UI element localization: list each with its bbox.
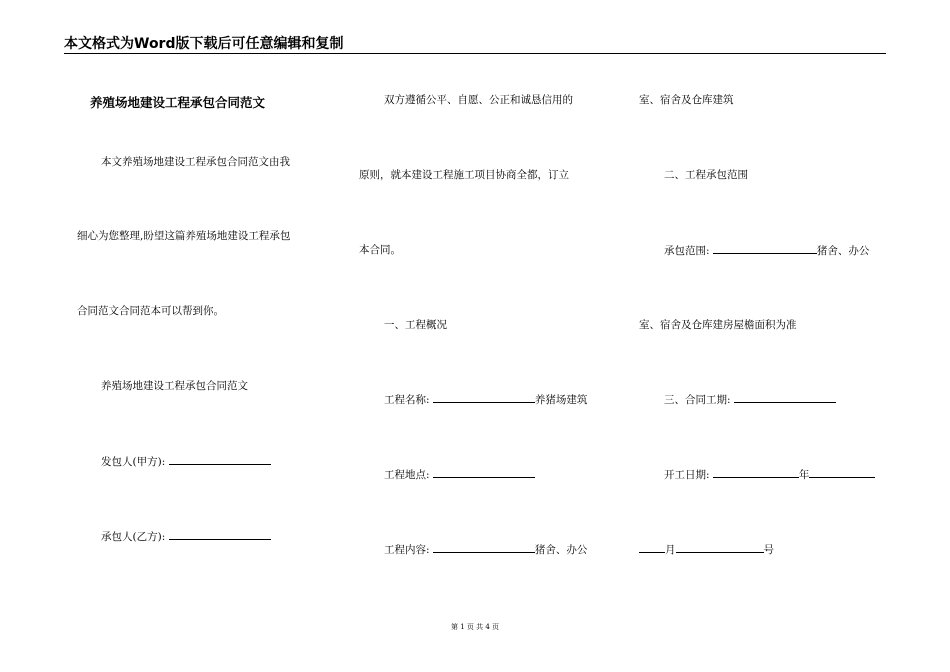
project-name-blank bbox=[433, 392, 535, 403]
party-b-row bbox=[101, 529, 271, 544]
intro-line-1: 本文养殖场地建设工程承包合同范文由我 bbox=[101, 156, 290, 168]
document-title: 养殖场地建设工程承包合同范文 bbox=[90, 95, 266, 110]
project-name-value: 养猪场建筑 bbox=[534, 394, 588, 406]
start-date-continuation-row bbox=[639, 542, 774, 557]
project-place-row bbox=[384, 467, 535, 482]
section-2-heading: 二、工程承包范围 bbox=[664, 169, 748, 181]
scope-label: 承包范围: bbox=[664, 245, 713, 257]
month-blank bbox=[639, 542, 665, 553]
page-footer: 第 1 页 共 4 页 bbox=[450, 623, 500, 631]
project-content-value: 猪舍、办公 bbox=[534, 544, 588, 556]
intro-line-3: 合同范文合同范本可以帮到你。 bbox=[77, 305, 224, 317]
principle-line-2: 原则，就本建设工程施工项目协商全都，订立 bbox=[359, 169, 569, 181]
project-name-row bbox=[384, 392, 587, 407]
scope-blank bbox=[713, 243, 817, 254]
party-b-blank bbox=[169, 529, 271, 540]
party-a-row bbox=[101, 454, 271, 469]
start-month-blank bbox=[809, 467, 875, 478]
day-blank bbox=[676, 542, 764, 553]
project-content-row bbox=[384, 542, 587, 557]
start-date-label: 开工日期: bbox=[664, 469, 713, 481]
section-3-heading: 三、合同工期: bbox=[664, 394, 734, 406]
scope-value: 猪舍、办公 bbox=[816, 245, 870, 257]
section-3-row bbox=[664, 392, 836, 407]
document-header: 本文格式为Word版下载后可任意编辑和复制 bbox=[64, 36, 344, 52]
principle-line-3: 本合同。 bbox=[359, 244, 401, 256]
project-name-label: 工程名称: bbox=[384, 394, 433, 406]
duration-blank bbox=[734, 392, 836, 403]
continuation-line-2: 室、宿舍及仓库建房屋檐面积为准 bbox=[639, 319, 797, 331]
party-a-blank bbox=[169, 454, 271, 465]
project-place-label: 工程地点: bbox=[384, 469, 433, 481]
start-year-blank bbox=[713, 467, 799, 478]
day-label: 号 bbox=[763, 544, 774, 556]
project-content-label: 工程内容: bbox=[384, 544, 433, 556]
contract-subtitle: 养殖场地建设工程承包合同范文 bbox=[101, 380, 248, 392]
start-date-row bbox=[664, 467, 875, 482]
section-1-heading: 一、工程概况 bbox=[384, 319, 447, 331]
project-content-blank bbox=[433, 542, 535, 553]
continuation-line-1: 室、宿舍及仓库建筑 bbox=[639, 94, 734, 106]
scope-row bbox=[664, 243, 869, 258]
year-label: 年 bbox=[798, 469, 810, 481]
party-b-label: 承包人(乙方): bbox=[101, 531, 169, 543]
principle-line-1: 双方遵循公平、自愿、公正和诚恳信用的 bbox=[384, 94, 573, 106]
header-divider bbox=[64, 53, 886, 54]
party-a-label: 发包人(甲方): bbox=[101, 456, 169, 468]
intro-line-2: 细心为您整理,盼望这篇养殖场地建设工程承包 bbox=[77, 230, 291, 242]
month-label: 月 bbox=[665, 544, 676, 556]
project-place-blank bbox=[433, 467, 535, 478]
